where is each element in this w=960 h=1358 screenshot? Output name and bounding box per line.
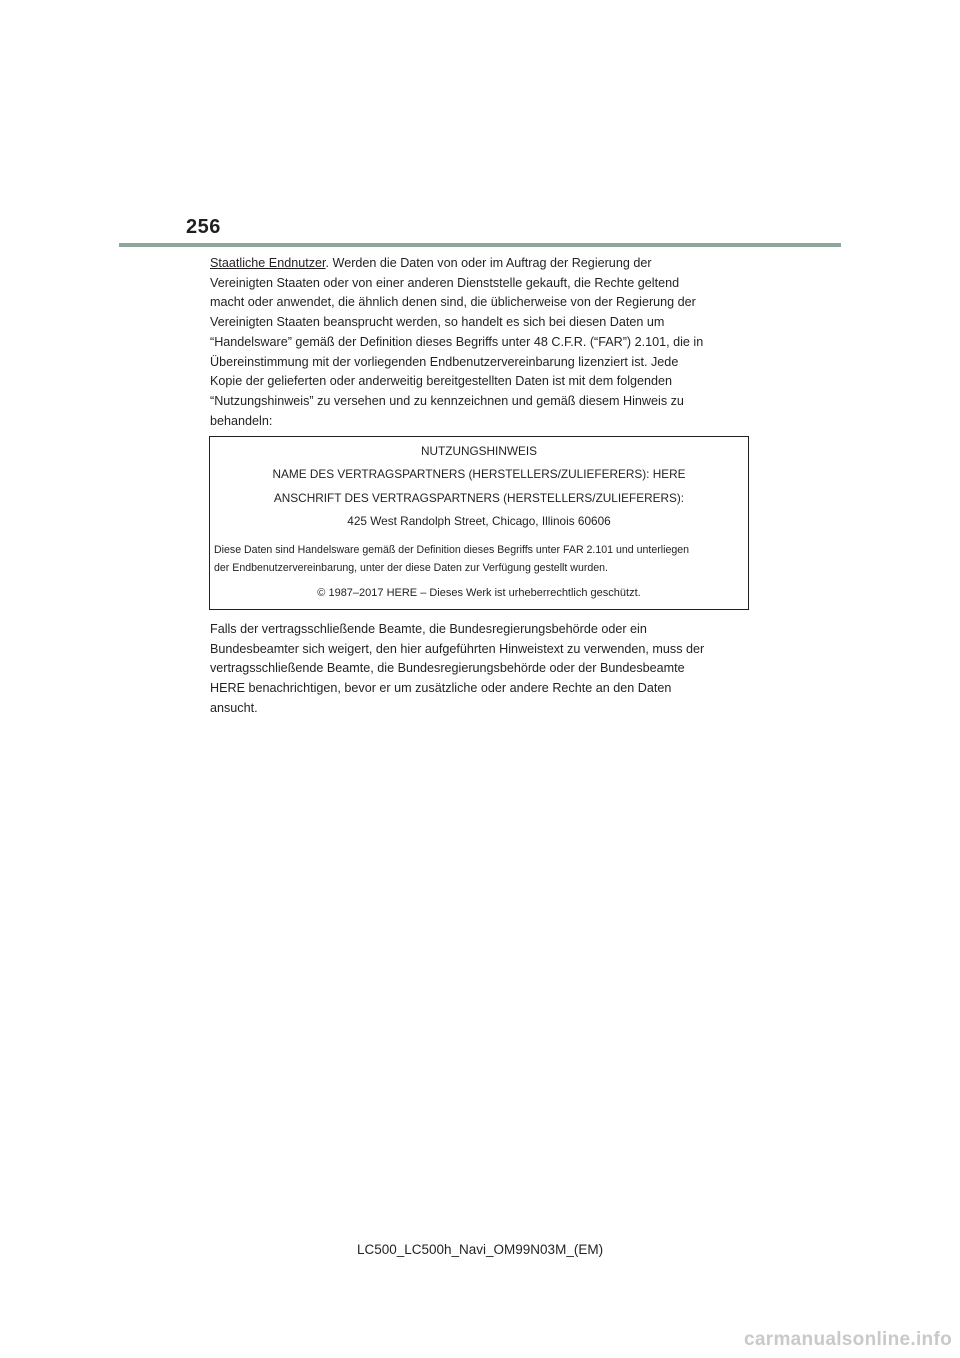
intro-line: “Nutzungshinweis” zu versehen und zu kennzeichnen und gemäß diesem Hinweis zu: [210, 393, 684, 408]
closing-line: HERE benachrichtigen, bevor er um zusätzliche oder andere Rechte an den Daten: [210, 681, 672, 696]
staatliche-endnutzer-link[interactable]: Staatliche Endnutzer: [210, 256, 326, 270]
intro-first-line: [210, 254, 760, 274]
header-rule: [119, 243, 841, 247]
intro-line: “Handelsware” gemäß der Definition dieses Begriffs unter 48 C.F.R. (“FAR”) 2.101, die in: [210, 334, 704, 349]
notice-address: 425 West Randolph Street, Chicago, Illinois 60606: [347, 514, 611, 528]
usage-notice-box: [209, 436, 749, 610]
intro-line: behandeln:: [210, 413, 273, 428]
closing-line: ansucht.: [210, 700, 258, 715]
closing-line: Bundesbeamter sich weigert, den hier aufgeführten Hinweistext zu verwenden, muss der: [210, 641, 705, 656]
closing-paragraph: [210, 620, 760, 719]
notice-statement: [214, 541, 746, 577]
intro-line: macht oder anwendet, die ähnlich denen sind, die üblicherweise von der Regierung der: [210, 295, 696, 310]
notice-contractor-name: NAME DES VERTRAGSPARTNERS (HERSTELLERS/ZULIEFERERS): HERE: [272, 467, 686, 481]
intro-paragraph: [210, 254, 760, 431]
intro-first-line-rest: . Werden die Daten von oder im Auftrag der Regierung der: [325, 256, 652, 270]
watermark: carmanualsonline.info: [744, 1329, 952, 1350]
intro-line: Vereinigten Staaten beansprucht werden, so handelt es sich bei diesen Daten um: [210, 315, 665, 330]
notice-title: NUTZUNGSHINWEIS: [421, 444, 537, 458]
closing-line: Falls der vertragsschließende Beamte, die Bundesregierungsbehörde oder ein: [210, 622, 647, 636]
notice-statement-line: der Endbenutzervereinbarung, unter der diese Daten zur Verfügung gestellt wurden.: [214, 562, 608, 574]
intro-line: Kopie der gelieferten oder anderweitig bereitgestellten Daten ist mit dem folgenden: [210, 374, 673, 389]
notice-statement-line: Diese Daten sind Handelsware gemäß der Definition dieses Begriffs unter FAR 2.101 und unterliegen: [214, 544, 690, 556]
footer-manual-id: LC500_LC500h_Navi_OM99N03M_(EM): [356, 1242, 604, 1257]
notice-copyright: © 1987–2017 HERE – Dieses Werk ist urheberrechtlich geschützt.: [317, 587, 641, 599]
notice-address-label: ANSCHRIFT DES VERTRAGSPARTNERS (HERSTELLERS/ZULIEFERERS):: [273, 491, 685, 505]
page-number: 256: [186, 216, 221, 238]
intro-line: Vereinigten Staaten oder von einer anderen Dienststelle gekauft, die Rechte geltend: [210, 275, 680, 290]
closing-line: vertragsschließende Beamte, die Bundesregierungsbehörde oder der Bundesbeamte: [210, 661, 685, 676]
intro-line: Übereinstimmung mit der vorliegenden Endbenutzervereinbarung lizenziert ist. Jede: [210, 354, 679, 369]
